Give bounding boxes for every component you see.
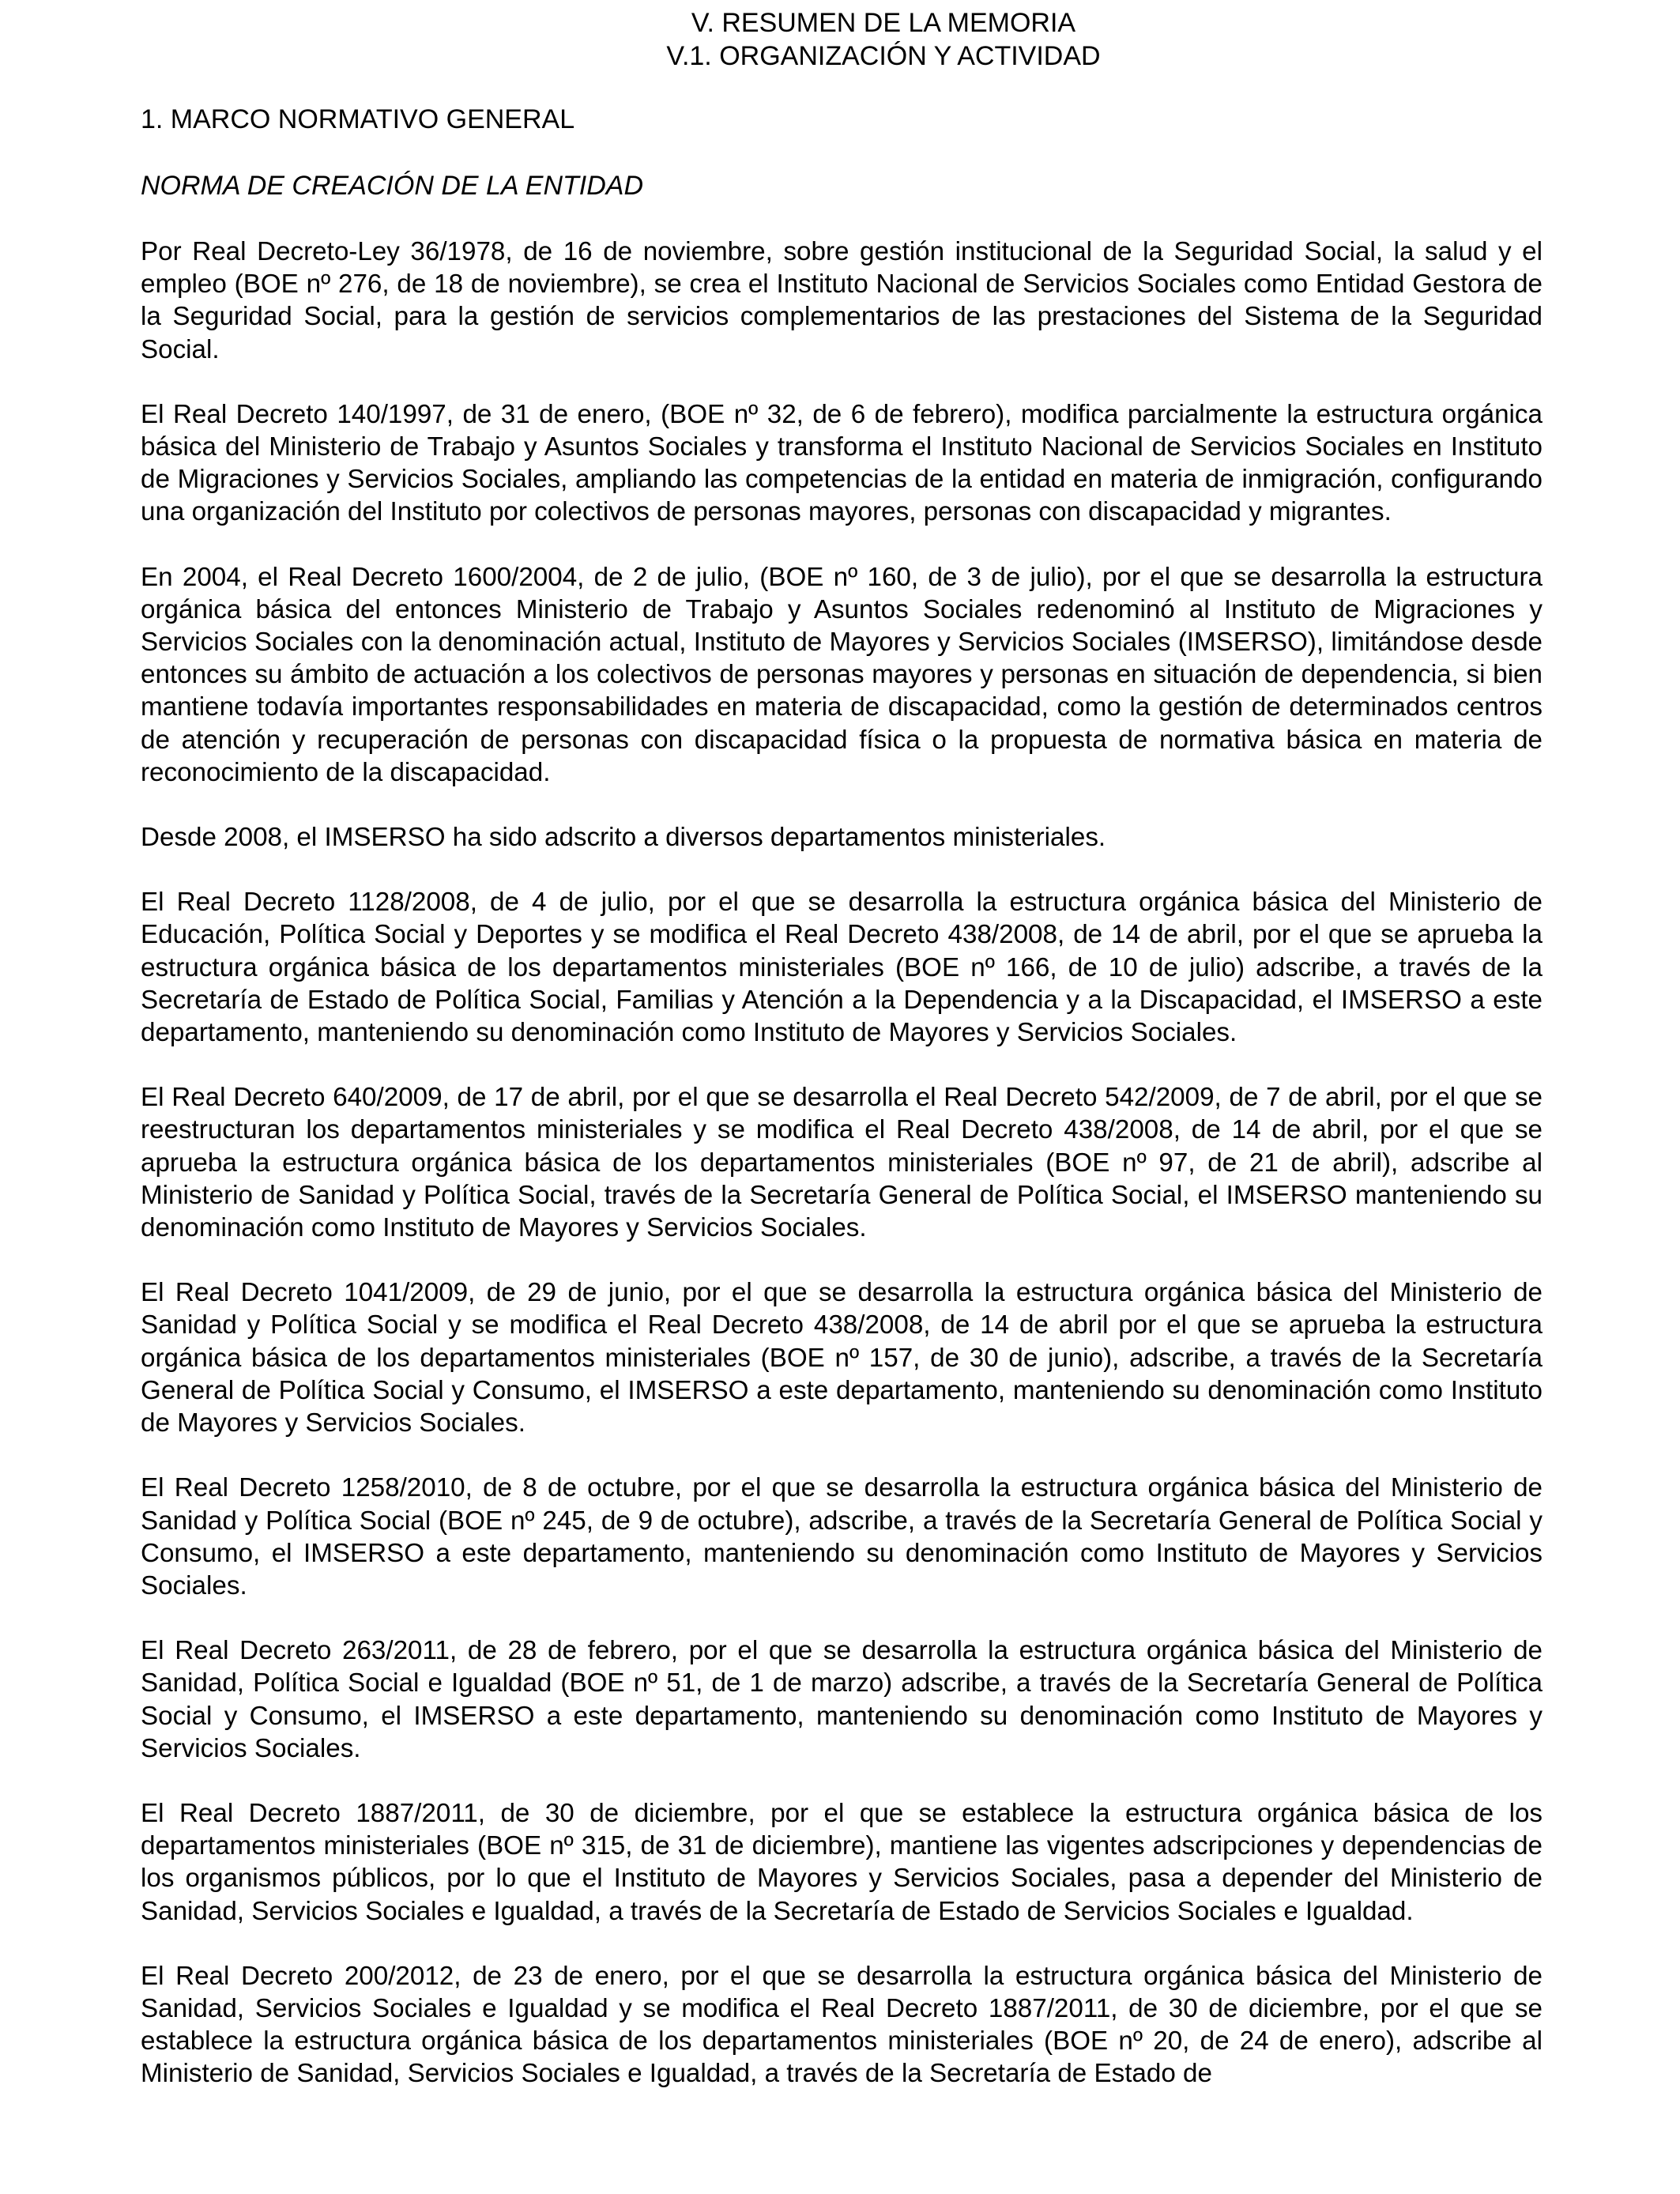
page-header <box>0 6 1680 73</box>
document-subtitle: V.1. ORGANIZACIÓN Y ACTIVIDAD <box>666 41 1101 71</box>
document-body <box>141 103 1543 2123</box>
paragraph: El Real Decreto 1128/2008, de 4 de julio, por el que se desarrolla la estructura orgánica básica del Ministerio de Educación, Política Social y Deportes y se modifica el Real Decreto 438/2008, de 14 de abril, por el que se aprueba la estructura orgánica básica de los departamentos ministeriales (BOE nº 166, de 10 de julio) adscribe, a través de la Secretaría de Estado de Política Social, Familias y Atención a la Dependencia y a la Discapacidad, el IMSERSO a este departamento, manteniendo su denominación como Instituto de Mayores y Servicios Sociales. <box>141 888 1543 1048</box>
paragraph: El Real Decreto 1041/2009, de 29 de junio, por el que se desarrolla la estructura orgánica básica del Ministerio de Sanidad y Política Social y se modifica el Real Decreto 438/2008, de 14 de abril por el que se aprueba la estructura orgánica básica de los departamentos ministeriales (BOE nº 157, de 30 de junio), adscribe, a través de la Secretaría General de Política Social y Consumo, el IMSERSO a este departamento, manteniendo su denominación como Instituto de Mayores y Servicios Sociales. <box>141 1278 1543 1438</box>
paragraph: El Real Decreto 640/2009, de 17 de abril, por el que se desarrolla el Real Decreto 542/2009, de 7 de abril, por el que se reestructuran los departamentos ministeriales y se modifica el Real Decreto 438/2008, de 14 de abril, por el que se aprueba la estructura orgánica básica de los departamentos ministeriales (BOE nº 97, de 21 de abril), adscribe al Ministerio de Sanidad y Política Social, través de la Secretaría General de Política Social, el IMSERSO manteniendo su denominación como Instituto de Mayores y Servicios Sociales. <box>141 1083 1543 1243</box>
paragraph: En 2004, el Real Decreto 1600/2004, de 2 de julio, (BOE nº 160, de 3 de julio), por el que se desarrolla la estructura orgánica básica del entonces Ministerio de Trabajo y Asuntos Sociales redenominó al Instituto de Migraciones y Servicios Sociales con la denominación actual, Instituto de Mayores y Servicios Sociales (IMSERSO), limitándose desde entonces su ámbito de actuación a los colectivos de personas mayores y personas en situación de dependencia, si bien mantiene todavía importantes responsabilidades en materia de discapacidad, como la gestión de determinados centros de atención y recuperación de personas con discapacidad física o la propuesta de normativa básica en materia de reconocimiento de la discapacidad. <box>141 562 1543 787</box>
paragraph: Por Real Decreto-Ley 36/1978, de 16 de noviembre, sobre gestión institucional de la Seguridad Social, la salud y el empleo (BOE nº 276, de 18 de noviembre), se crea el Instituto Nacional de Servicios Sociales como Entidad Gestora de la Seguridad Social, para la gestión de servicios complementarios de las prestaciones del Sistema de la Seguridad Social. <box>141 237 1543 364</box>
paragraph: El Real Decreto 200/2012, de 23 de enero, por el que se desarrolla la estructura orgánica básica del Ministerio de Sanidad, Servicios Sociales e Igualdad y se modifica el Real Decreto 1887/2011, de 30 de diciembre, por el que se establece la estructura orgánica básica de los departamentos ministeriales (BOE nº 20, de 24 de enero), adscribe al Ministerio de Sanidad, Servicios Sociales e Igualdad, a través de la Secretaría de Estado de <box>141 1961 1543 2089</box>
paragraph: Desde 2008, el IMSERSO ha sido adscrito a diversos departamentos ministeriales. <box>141 823 1106 853</box>
paragraph: El Real Decreto 1887/2011, de 30 de diciembre, por el que se establece la estructura orgánica básica de los departamentos ministeriales (BOE nº 315, de 31 de diciembre), mantiene las vigentes adscripciones y dependencias de los organismos públicos, por lo que el Instituto de Mayores y Servicios Sociales, pasa a depender del Ministerio de Sanidad, Servicios Sociales e Igualdad, a través de la Secretaría de Estado de Servicios Sociales e Igualdad. <box>141 1798 1543 1926</box>
section-title: 1. MARCO NORMATIVO GENERAL <box>141 104 575 134</box>
document-title: V. RESUMEN DE LA MEMORIA <box>691 8 1076 38</box>
paragraph: El Real Decreto 263/2011, de 28 de febrero, por el que se desarrolla la estructura orgánica básica del Ministerio de Sanidad, Política Social e Igualdad (BOE nº 51, de 1 de marzo) adscribe, a través de la Secretaría General de Política Social y Consumo, el IMSERSO a este departamento, manteniendo su denominación como Instituto de Mayores y Servicios Sociales. <box>141 1636 1543 1763</box>
subsection-title: NORMA DE CREACIÓN DE LA ENTIDAD <box>141 171 644 201</box>
paragraph: El Real Decreto 140/1997, de 31 de enero, (BOE nº 32, de 6 de febrero), modifica parcialmente la estructura orgánica básica del Ministerio de Trabajo y Asuntos Sociales y transforma el Instituto Nacional de Servicios Sociales en Instituto de Migraciones y Servicios Sociales, ampliando las competencias de la entidad en materia de inmigración, configurando una organización del Instituto por colectivos de personas mayores, personas con discapacidad y migrantes. <box>141 399 1543 527</box>
paragraph: El Real Decreto 1258/2010, de 8 de octubre, por el que se desarrolla la estructura orgánica básica del Ministerio de Sanidad y Política Social (BOE nº 245, de 9 de octubre), adscribe, a través de la Secretaría General de Política Social y Consumo, el IMSERSO a este departamento, manteniendo su denominación como Instituto de Mayores y Servicios Sociales. <box>141 1473 1543 1600</box>
